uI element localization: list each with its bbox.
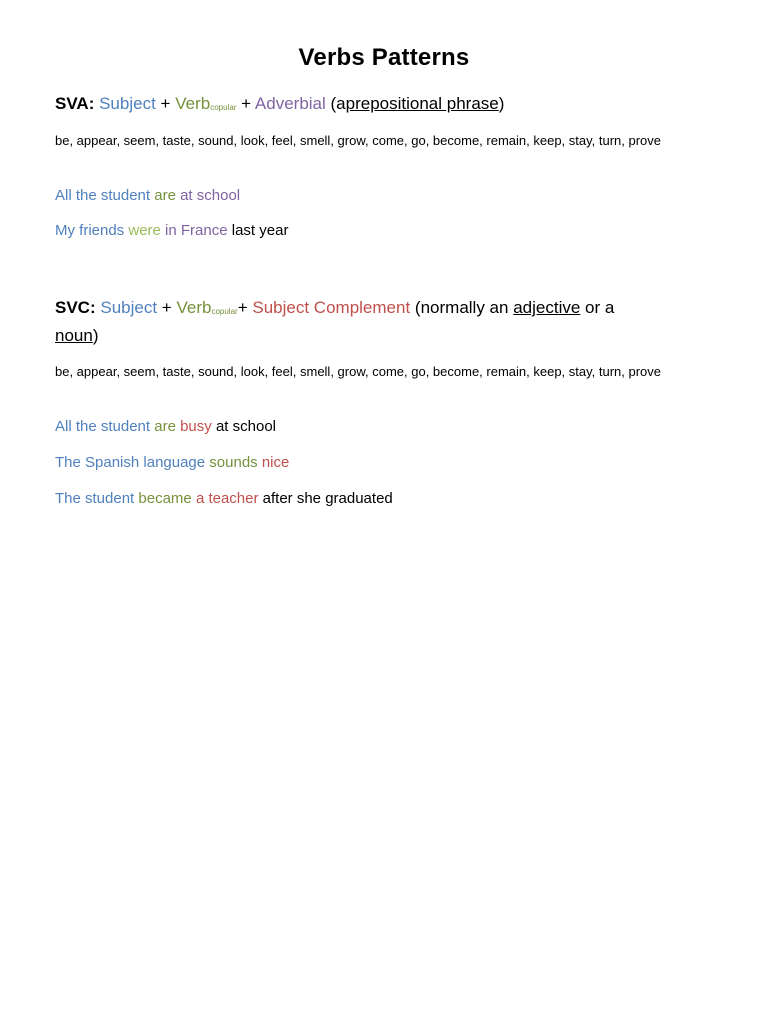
sva-example-1 bbox=[55, 186, 240, 206]
svc-ex1-verb: are bbox=[154, 418, 176, 435]
sva-label: SVA: bbox=[55, 94, 95, 113]
svc-subject: Subject bbox=[100, 298, 158, 317]
sva-verb-text: Verb bbox=[175, 94, 211, 113]
svc-verb-text: Verb bbox=[176, 298, 212, 317]
sva-ex1-subject: All the student bbox=[55, 187, 151, 204]
sva-verb-sub: copular bbox=[210, 103, 237, 112]
svc-verb bbox=[176, 298, 237, 317]
svc-adjective: adjective bbox=[513, 298, 581, 317]
svc-ex1-rest: at school bbox=[215, 418, 276, 435]
svc-ex1-subject: All the student bbox=[55, 418, 151, 435]
svc-noun: noun bbox=[55, 326, 93, 345]
sva-ex2-rest: last year bbox=[231, 222, 289, 239]
sva-plus-1: + bbox=[160, 94, 171, 113]
page-title: Verbs Patterns bbox=[298, 44, 470, 71]
svc-ex3-complement: a teacher bbox=[195, 490, 259, 507]
sva-paren-open: (a bbox=[330, 94, 346, 113]
sva-adverbial: Adverbial bbox=[254, 94, 326, 113]
sva-ex2-adverbial: in France bbox=[165, 222, 228, 239]
svc-ex3-rest: after she graduated bbox=[262, 490, 393, 507]
sva-paren-close: ) bbox=[498, 94, 505, 113]
sva-ex1-verb: are bbox=[154, 187, 176, 204]
svc-verb-list: be, appear, seem, taste, sound, look, feel, smell, grow, come, go, become, remain, keep, stay, turn, prove bbox=[55, 364, 662, 379]
sva-verb-list: be, appear, seem, taste, sound, look, feel, smell, grow, come, go, become, remain, keep, stay, turn, prove bbox=[55, 133, 662, 148]
sva-pattern bbox=[55, 90, 504, 122]
svc-ex1-complement: busy bbox=[180, 418, 212, 435]
svc-example-3 bbox=[55, 489, 393, 509]
svc-label: SVC: bbox=[55, 298, 96, 317]
svc-example-2 bbox=[55, 453, 289, 473]
sva-ex1-adverbial: at school bbox=[180, 187, 241, 204]
sva-plus-2: + bbox=[241, 94, 252, 113]
svc-verb-sub: copular bbox=[211, 307, 238, 316]
svc-complement: Subject Complement bbox=[252, 298, 411, 317]
sva-subject: Subject bbox=[99, 94, 156, 113]
sva-verb bbox=[175, 94, 236, 113]
sva-ex2-verb: were bbox=[128, 222, 161, 239]
svc-ex3-verb: became bbox=[138, 490, 192, 507]
sva-phrase: prepositional phrase bbox=[345, 94, 499, 113]
sva-ex2-subject: My friends bbox=[55, 222, 125, 239]
svc-paren-close: ) bbox=[92, 326, 99, 345]
svc-paren-text-1: (normally an bbox=[414, 298, 509, 317]
svc-pattern-continued bbox=[55, 322, 99, 350]
sva-example-2 bbox=[55, 221, 288, 241]
svc-plus-1: + bbox=[161, 298, 172, 317]
svc-ex2-subject: The Spanish language bbox=[55, 454, 206, 471]
svc-example-1 bbox=[55, 417, 276, 437]
svc-pattern bbox=[55, 294, 614, 326]
svc-ex2-verb: sounds bbox=[209, 454, 258, 471]
svc-paren-text-2: or a bbox=[585, 298, 615, 317]
svc-ex2-complement: nice bbox=[261, 454, 290, 471]
svc-ex3-subject: The student bbox=[55, 490, 135, 507]
svc-plus-2: + bbox=[237, 298, 248, 317]
